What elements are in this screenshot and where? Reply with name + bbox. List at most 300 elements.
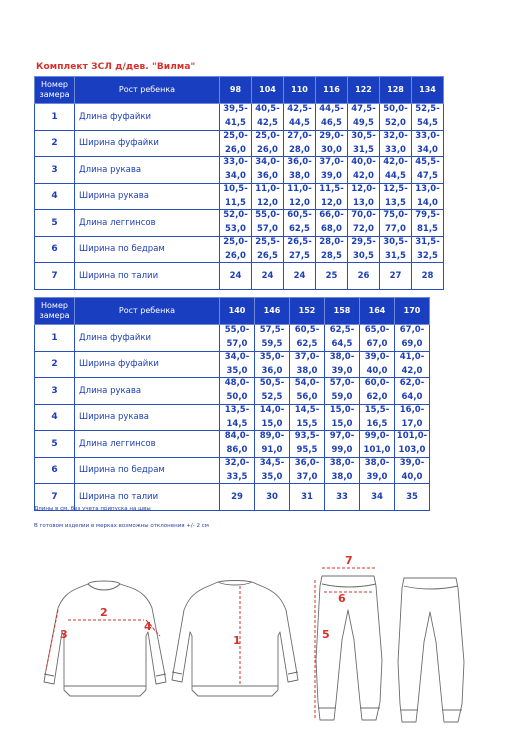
size-value-min: 32,0- <box>383 130 408 141</box>
size-value <box>380 183 412 210</box>
size-value-max: 38,0 <box>331 471 353 482</box>
table-row <box>35 325 430 352</box>
size-value-max: 44,5 <box>385 171 406 181</box>
size-value-min: 10,5- <box>223 183 248 194</box>
size-value-max: 62,0 <box>366 392 388 402</box>
size-value: 30 <box>255 484 290 511</box>
size-value <box>325 325 360 352</box>
size-column: 134 <box>412 77 444 104</box>
measure-number: 4 <box>35 404 75 431</box>
table-row <box>35 210 444 237</box>
size-value <box>290 431 325 458</box>
size-value <box>325 404 360 431</box>
size-value-max: 31,5 <box>353 144 374 155</box>
measure-name: Ширина по бедрам <box>75 457 220 484</box>
size-value-max: 36,0 <box>261 365 283 376</box>
measure-label-6: 6 <box>338 592 346 605</box>
size-value-max: 12,0 <box>257 197 278 208</box>
size-value <box>360 351 395 378</box>
measure-name: Длина рукава <box>75 378 220 405</box>
size-value-min: 37,0- <box>294 351 320 362</box>
size-value-min: 16,0- <box>399 404 425 415</box>
size-value: 27 <box>380 263 412 290</box>
size-value-min: 30,5- <box>351 130 376 141</box>
size-value-max: 33,0 <box>385 144 406 155</box>
size-value-min: 54,0- <box>294 378 320 388</box>
size-value <box>284 183 316 210</box>
leggings-back-drawing <box>398 578 464 722</box>
size-value-max: 39,0 <box>366 471 388 482</box>
size-value <box>380 157 412 184</box>
size-value <box>220 183 252 210</box>
size-value <box>395 431 430 458</box>
size-value <box>395 378 430 405</box>
size-value-min: 38,0- <box>329 457 355 468</box>
size-value <box>316 210 348 237</box>
measure-number: 6 <box>35 236 75 263</box>
size-value-min: 25,0- <box>223 236 248 247</box>
size-value-max: 62,5 <box>289 224 310 234</box>
size-value-max: 37,0 <box>296 471 318 482</box>
size-value-min: 62,0- <box>399 378 425 388</box>
size-value-max: 30,5 <box>353 250 374 261</box>
size-value <box>316 236 348 263</box>
measure-number: 4 <box>35 183 75 210</box>
size-value-min: 14,0- <box>259 404 285 415</box>
size-value-min: 36,0- <box>294 457 320 468</box>
size-value <box>220 457 255 484</box>
size-value-max: 77,0 <box>385 224 406 234</box>
size-value-max: 56,0 <box>296 392 318 402</box>
size-value <box>412 210 444 237</box>
size-value-max: 50,0 <box>226 392 248 402</box>
size-value <box>255 378 290 405</box>
measure-name: Ширина по бедрам <box>75 236 220 263</box>
size-value-min: 38,0- <box>329 351 355 362</box>
size-value-min: 55,0- <box>224 325 250 335</box>
size-value-min: 52,5- <box>415 104 440 114</box>
size-value <box>412 157 444 184</box>
page-title: Комплект ЗСЛ д/дев. "Вилма" <box>36 62 196 72</box>
size-value <box>348 104 380 131</box>
size-value-min: 33,0- <box>223 157 248 167</box>
size-value: 25 <box>316 263 348 290</box>
size-value-min: 57,0- <box>329 378 355 388</box>
measure-name: Длина леггинсов <box>75 431 220 458</box>
size-column: 170 <box>395 298 430 325</box>
size-value <box>252 183 284 210</box>
size-value-max: 13,5 <box>385 197 406 208</box>
size-value <box>290 325 325 352</box>
size-value-max: 40,0 <box>366 365 388 376</box>
size-value-max: 26,0 <box>225 144 246 155</box>
size-value-max: 13,0 <box>353 197 374 208</box>
size-value-max: 40,0 <box>401 471 423 482</box>
measure-name: Длина фуфайки <box>75 104 220 131</box>
size-value-min: 31,5- <box>415 236 440 247</box>
size-value-max: 57,0 <box>257 224 278 234</box>
size-value-min: 67,0- <box>399 325 425 335</box>
size-value <box>290 351 325 378</box>
table-row <box>35 404 430 431</box>
size-value-min: 39,0- <box>364 351 390 362</box>
size-value <box>220 325 255 352</box>
size-value-min: 40,5- <box>255 104 280 114</box>
measure-number: 2 <box>35 351 75 378</box>
size-value-min: 25,0- <box>223 130 248 141</box>
table-row <box>35 351 430 378</box>
size-value <box>360 378 395 405</box>
size-value <box>290 404 325 431</box>
size-table-header <box>35 77 444 104</box>
size-value-max: 33,5 <box>226 471 248 482</box>
header-measure-number: Номер замера <box>35 77 75 104</box>
size-value-min: 25,5- <box>255 236 280 247</box>
header-child-height: Рост ребенка <box>75 77 220 104</box>
size-value <box>255 431 290 458</box>
size-value <box>395 404 430 431</box>
size-value-min: 29,0- <box>319 130 344 141</box>
size-value-max: 17,0 <box>401 418 423 429</box>
size-value-max: 42,0 <box>353 171 374 181</box>
size-value-max: 67,0 <box>366 339 388 349</box>
size-value: 26 <box>348 263 380 290</box>
size-value <box>284 157 316 184</box>
size-value-max: 14,0 <box>417 197 438 208</box>
size-value-min: 101,0- <box>396 431 428 441</box>
measure-number: 5 <box>35 431 75 458</box>
size-value <box>255 404 290 431</box>
size-value-min: 39,0- <box>399 457 425 468</box>
size-value-min: 33,0- <box>415 130 440 141</box>
measure-number: 3 <box>35 157 75 184</box>
size-value-min: 11,0- <box>287 183 312 194</box>
table-row <box>35 236 444 263</box>
size-value: 29 <box>220 484 255 511</box>
size-value-max: 31,5 <box>385 250 406 261</box>
size-value-max: 91,0 <box>261 445 283 455</box>
size-value <box>316 104 348 131</box>
size-value <box>252 236 284 263</box>
size-column: 152 <box>290 298 325 325</box>
size-table-body <box>35 325 430 511</box>
size-value-min: 13,0- <box>415 183 440 194</box>
size-value-max: 81,5 <box>417 224 438 234</box>
size-value <box>380 236 412 263</box>
size-value <box>220 404 255 431</box>
size-value <box>252 130 284 157</box>
size-value-min: 41,0- <box>399 351 425 362</box>
table-row <box>35 263 444 290</box>
size-value <box>252 210 284 237</box>
size-value-max: 28,0 <box>289 144 310 155</box>
size-value-min: 66,0- <box>319 210 344 220</box>
size-column: 146 <box>255 298 290 325</box>
size-value <box>220 210 252 237</box>
size-value <box>325 431 360 458</box>
size-value <box>412 104 444 131</box>
size-value <box>325 351 360 378</box>
measure-name: Длина рукава <box>75 157 220 184</box>
size-value-max: 46,5 <box>321 118 342 128</box>
size-value <box>348 236 380 263</box>
size-value-min: 42,0- <box>383 157 408 167</box>
size-value <box>380 104 412 131</box>
measure-number: 5 <box>35 210 75 237</box>
size-value-max: 12,0 <box>321 197 342 208</box>
size-value: 24 <box>220 263 252 290</box>
size-value-min: 34,5- <box>259 457 285 468</box>
size-value-max: 59,0 <box>331 392 353 402</box>
size-value <box>316 130 348 157</box>
leggings-front-drawing <box>316 576 382 720</box>
size-column: 98 <box>220 77 252 104</box>
table-row <box>35 183 444 210</box>
table-row <box>35 157 444 184</box>
size-value-min: 70,0- <box>351 210 376 220</box>
size-value <box>360 325 395 352</box>
note-tolerance: В готовом изделии в мерках возможны отклонения +/- 2 см <box>34 523 209 529</box>
size-value <box>348 210 380 237</box>
size-value-min: 57,5- <box>259 325 285 335</box>
size-value-max: 30,0 <box>321 144 342 155</box>
size-value <box>380 130 412 157</box>
size-column: 128 <box>380 77 412 104</box>
size-value-max: 39,0 <box>321 171 342 181</box>
size-value-max: 38,0 <box>296 365 318 376</box>
size-value-min: 65,0- <box>364 325 390 335</box>
size-value-max: 26,0 <box>225 250 246 261</box>
size-value <box>360 457 395 484</box>
size-value <box>316 157 348 184</box>
size-value <box>412 130 444 157</box>
size-value-max: 34,0 <box>225 171 246 181</box>
size-column: 164 <box>360 298 395 325</box>
size-value-min: 62,5- <box>329 325 355 335</box>
size-value-max: 53,0 <box>225 224 246 234</box>
size-value-min: 79,5- <box>415 210 440 220</box>
size-value-min: 32,0- <box>224 457 250 468</box>
size-value-min: 12,5- <box>383 183 408 194</box>
size-value-min: 36,0- <box>287 157 312 167</box>
size-value-min: 48,0- <box>224 378 250 388</box>
size-value-max: 52,5 <box>261 392 283 402</box>
header-child-height: Рост ребенка <box>75 298 220 325</box>
size-value-min: 55,0- <box>255 210 280 220</box>
measure-name: Ширина по талии <box>75 263 220 290</box>
table-row <box>35 104 444 131</box>
size-value-min: 39,5- <box>223 104 248 114</box>
measure-name: Ширина рукава <box>75 404 220 431</box>
size-value <box>395 325 430 352</box>
size-column: 158 <box>325 298 360 325</box>
size-value-max: 68,0 <box>321 224 342 234</box>
size-value <box>220 130 252 157</box>
size-value <box>220 378 255 405</box>
size-value-min: 50,0- <box>383 104 408 114</box>
size-value-max: 36,0 <box>257 171 278 181</box>
size-value-max: 42,5 <box>257 118 278 128</box>
size-value-max: 15,0 <box>261 418 283 429</box>
size-value-min: 28,0- <box>319 236 344 247</box>
size-table-1 <box>34 76 444 290</box>
size-value-min: 99,0- <box>364 431 390 441</box>
size-value-max: 72,0 <box>353 224 374 234</box>
size-value-max: 64,0 <box>401 392 423 402</box>
size-value-max: 49,5 <box>353 118 374 128</box>
size-value-min: 89,0- <box>259 431 285 441</box>
size-value-min: 93,5- <box>294 431 320 441</box>
size-value-min: 13,5- <box>224 404 250 415</box>
measure-name: Ширина рукава <box>75 183 220 210</box>
size-value-max: 26,5 <box>257 250 278 261</box>
size-value-max: 64,5 <box>331 339 353 349</box>
size-value-max: 52,0 <box>385 118 406 128</box>
size-value: 28 <box>412 263 444 290</box>
size-value-max: 16,5 <box>366 418 388 429</box>
measure-number: 1 <box>35 104 75 131</box>
size-column: 140 <box>220 298 255 325</box>
size-value-min: 25,0- <box>255 130 280 141</box>
measure-number: 6 <box>35 457 75 484</box>
size-value-min: 15,5- <box>364 404 390 415</box>
table-row <box>35 457 430 484</box>
size-value <box>252 104 284 131</box>
size-value-max: 86,0 <box>226 445 248 455</box>
size-value-min: 30,5- <box>383 236 408 247</box>
size-value-max: 57,0 <box>226 339 248 349</box>
size-value-min: 29,5- <box>351 236 376 247</box>
size-value: 34 <box>360 484 395 511</box>
size-value-max: 59,5 <box>261 339 283 349</box>
size-value-max: 28,5 <box>321 250 342 261</box>
size-value-min: 35,0- <box>259 351 285 362</box>
size-value-min: 37,0- <box>319 157 344 167</box>
measure-name: Ширина фуфайки <box>75 351 220 378</box>
size-value <box>316 183 348 210</box>
size-value-max: 41,5 <box>225 118 246 128</box>
size-value-max: 14,5 <box>226 418 248 429</box>
size-value-max: 44,5 <box>289 118 310 128</box>
header-measure-number: Номер замера <box>35 298 75 325</box>
size-value-max: 35,0 <box>261 471 283 482</box>
size-column: 104 <box>252 77 284 104</box>
size-value <box>255 325 290 352</box>
size-value-min: 40,0- <box>351 157 376 167</box>
size-value: 24 <box>284 263 316 290</box>
size-value: 31 <box>290 484 325 511</box>
size-value <box>360 431 395 458</box>
size-value-min: 97,0- <box>329 431 355 441</box>
measure-name: Ширина фуфайки <box>75 130 220 157</box>
size-value-max: 95,5 <box>296 445 318 455</box>
size-value-min: 15,0- <box>329 404 355 415</box>
measure-number: 7 <box>35 484 75 511</box>
size-value <box>348 130 380 157</box>
size-value-min: 44,5- <box>319 104 344 114</box>
size-value <box>290 457 325 484</box>
measure-label-5: 5 <box>322 628 330 641</box>
measure-name: Длина фуфайки <box>75 325 220 352</box>
measure-number: 3 <box>35 378 75 405</box>
size-value <box>255 457 290 484</box>
size-value <box>220 431 255 458</box>
size-value <box>284 236 316 263</box>
size-value-min: 47,5- <box>351 104 376 114</box>
size-column: 116 <box>316 77 348 104</box>
size-value-min: 60,5- <box>287 210 312 220</box>
measure-label-3: 3 <box>60 628 68 641</box>
size-value-min: 38,0- <box>364 457 390 468</box>
size-value <box>220 236 252 263</box>
size-table-body <box>35 104 444 290</box>
size-value <box>284 130 316 157</box>
measure-name: Ширина по талии <box>75 484 220 511</box>
table-row <box>35 431 430 458</box>
size-value-min: 60,0- <box>364 378 390 388</box>
size-value <box>395 351 430 378</box>
size-value-max: 15,5 <box>296 418 318 429</box>
measurement-diagram <box>0 540 512 739</box>
size-value <box>325 457 360 484</box>
size-value-max: 62,5 <box>296 339 318 349</box>
size-value-max: 26,0 <box>257 144 278 155</box>
size-value-max: 69,0 <box>401 339 423 349</box>
size-value <box>360 404 395 431</box>
size-value <box>348 183 380 210</box>
measure-label-1: 1 <box>233 634 241 647</box>
size-value-min: 11,0- <box>255 183 280 194</box>
measure-number: 1 <box>35 325 75 352</box>
size-value-min: 34,0- <box>255 157 280 167</box>
size-value <box>380 210 412 237</box>
size-value-max: 27,5 <box>289 250 310 261</box>
size-value: 24 <box>252 263 284 290</box>
size-value <box>395 457 430 484</box>
size-value <box>220 157 252 184</box>
size-value-min: 84,0- <box>224 431 250 441</box>
table-row <box>35 130 444 157</box>
size-column: 110 <box>284 77 316 104</box>
size-value-max: 35,0 <box>226 365 248 376</box>
size-value <box>325 378 360 405</box>
size-value-max: 101,0 <box>363 445 391 455</box>
size-value-max: 15,0 <box>331 418 353 429</box>
table-row <box>35 378 430 405</box>
size-value <box>284 210 316 237</box>
size-value-max: 42,0 <box>401 365 423 376</box>
measure-name: Длина леггинсов <box>75 210 220 237</box>
size-value-max: 11,5 <box>225 197 246 208</box>
size-value <box>255 351 290 378</box>
size-value <box>220 104 252 131</box>
size-value: 35 <box>395 484 430 511</box>
size-value: 33 <box>325 484 360 511</box>
size-value-min: 50,5- <box>259 378 285 388</box>
size-value-max: 99,0 <box>331 445 353 455</box>
measure-number: 2 <box>35 130 75 157</box>
size-value-min: 42,5- <box>287 104 312 114</box>
size-value <box>252 157 284 184</box>
size-value <box>284 104 316 131</box>
size-value-min: 34,0- <box>224 351 250 362</box>
size-value <box>412 236 444 263</box>
size-value-max: 103,0 <box>398 445 426 455</box>
size-value <box>412 183 444 210</box>
size-value-max: 54,5 <box>417 118 438 128</box>
measure-label-2: 2 <box>100 606 108 619</box>
size-value-min: 26,5- <box>287 236 312 247</box>
